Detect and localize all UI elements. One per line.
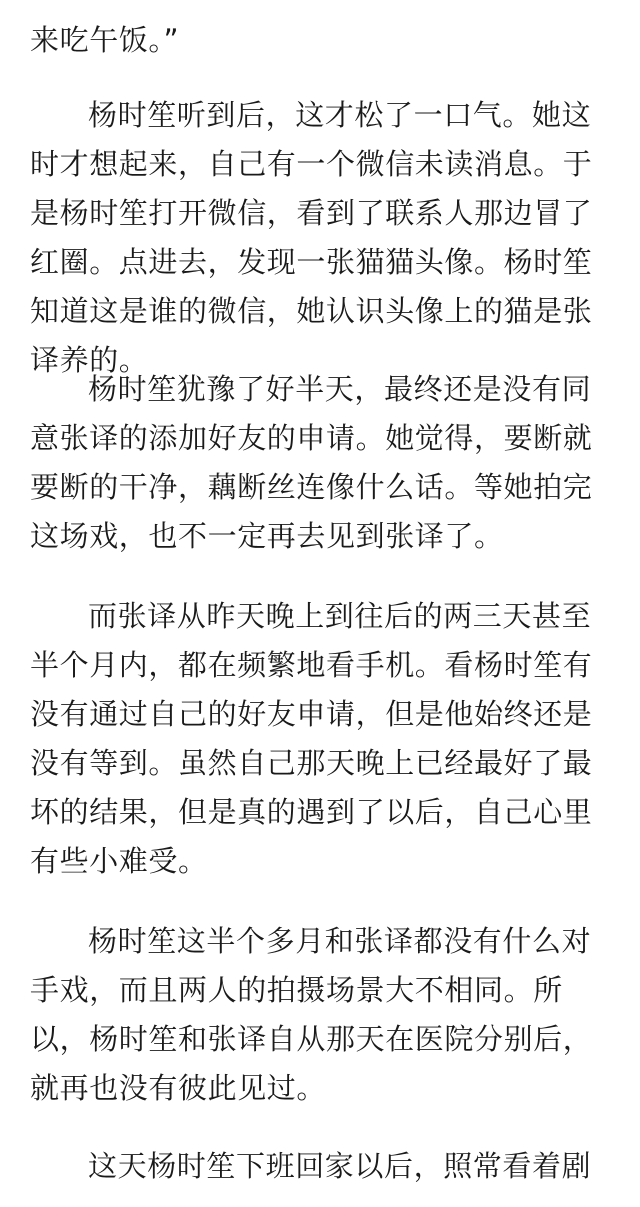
paragraph: 杨时笙犹豫了好半天，最终还是没有同意张译的添加好友的申请。她觉得，要断就要断的干净，藕断丝连像什么话。等她拍完这场戏，也不一定再去见到张译了。	[30, 372, 593, 553]
paragraph-truncated: 这天杨时笙下班回家以后，照常看着剧	[88, 1149, 592, 1183]
paragraph: 杨时笙听到后，这才松了一口气。她这时才想起来，自己有一个微信未读消息。于是杨时笙打开微信，看到了联系人那边冒了红圈。点进去，发现一张猫猫头像。杨时笙知道这是谁的微信，她认识头像上的猫是张译养的。	[30, 98, 593, 377]
paragraph: 杨时笙这半个多月和张译都没有什么对手戏，而且两人的拍摄场景大不相同。所以，杨时笙和张译自从那天在医院分别后，就再也没有彼此见过。	[30, 924, 593, 1105]
paragraph: 而张译从昨天晚上到往后的两三天甚至半个月内，都在频繁地看手机。看杨时笙有没有通过自己的好友申请，但是他始终还是没有等到。虽然自己那天晚上已经最好了最坏的结果，但是真的遇到了以后，自己心里有些小难受。	[30, 599, 593, 878]
paragraph-continuation: 来吃午饭。”	[30, 23, 180, 57]
